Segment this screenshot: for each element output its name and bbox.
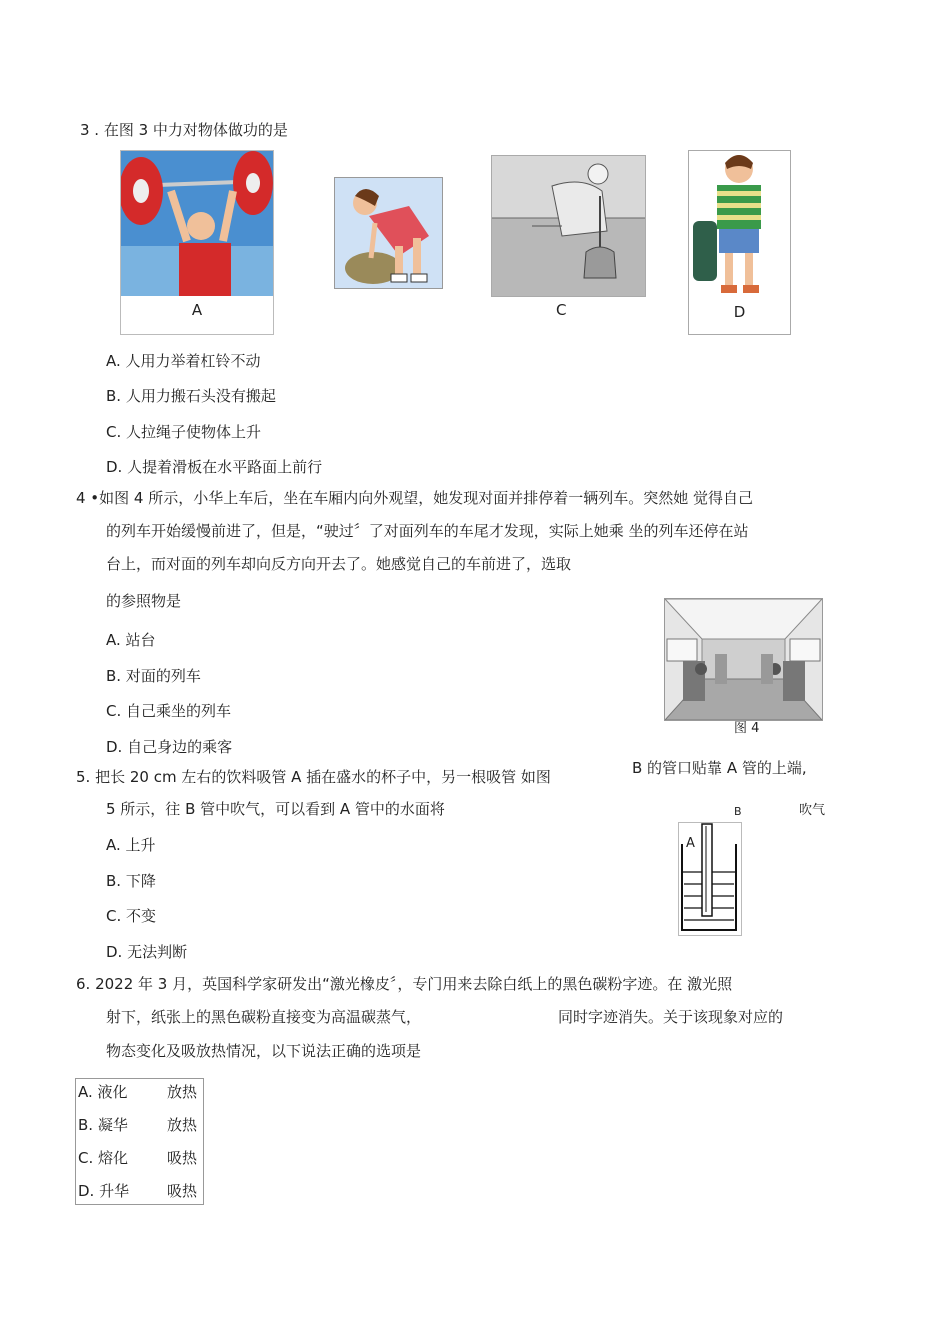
q6-option-d — [78, 1180, 198, 1201]
figure-5-b-label: B — [734, 805, 742, 818]
q6-option-b-heat: 放热 — [167, 1116, 198, 1134]
q5-option-d: D. 无法判断 — [106, 943, 188, 961]
q6-option-b — [78, 1114, 198, 1135]
q3-option-d: D. 人提着滑板在水平路面上前行 — [106, 458, 323, 476]
q3-option-b: B. 人用力搬石头没有搬起 — [106, 387, 276, 405]
figure-a — [120, 150, 274, 335]
q4-line-2: 的列车开始缓慢前进了，但是，“驶过〞了对面列车的车尾才发现，实际上她乘 坐的列车还停在站 — [106, 522, 749, 540]
figure-c-label: C — [556, 301, 567, 319]
figure-a-label: A — [191, 301, 203, 319]
figure-b — [334, 177, 443, 289]
figure-d — [688, 150, 791, 335]
q6-options-table — [75, 1078, 204, 1205]
q5-option-a: A. 上升 — [106, 836, 156, 854]
q5-option-c: C. 不变 — [106, 907, 157, 925]
q6-option-c-heat: 吸热 — [167, 1149, 198, 1167]
q3-option-a: A. 人用力举着杠铃不动 — [106, 352, 261, 370]
q5-line-1: 5. 把长 20 cm 左右的饮料吸管 A 插在盛水的杯子中，另一根吸管 如图 — [76, 768, 551, 786]
q4-option-d: D. 自己身边的乘客 — [106, 738, 233, 756]
q4-option-b: B. 对面的列车 — [106, 667, 201, 685]
figure-d-label: D — [733, 303, 746, 321]
figure-4 — [664, 598, 823, 721]
q3-stem: 3 . 在图 3 中力对物体做功的是 — [80, 121, 288, 139]
q6-line-3: 物态变化及吸放热情况，以下说法正确的选项是 — [106, 1042, 422, 1060]
figure-4-caption: 图 4 — [734, 721, 760, 736]
q6-option-d-change: D. 升华 — [78, 1182, 130, 1200]
q5-option-b: B. 下降 — [106, 872, 156, 890]
q6-option-a-change: A. 液化 — [78, 1083, 128, 1101]
boy-with-skateboard-image — [689, 151, 790, 301]
q4-option-a: A. 站台 — [106, 631, 156, 649]
q6-line-2a: 射下，纸张上的黑色碳粉直接变为高温碳蒸气， — [106, 1008, 422, 1026]
q4-line-3: 台上，而对面的列车却向反方向开去了。她感觉自己的车前进了，选取 — [106, 555, 572, 573]
figure-5-a-label: A — [686, 836, 695, 851]
q6-line-1: 6. 2022 年 3 月，英国科学家研发出“激光橡皮〞，专门用来去除白纸上的黑色碳粉字迹。在 激光照 — [76, 975, 733, 993]
figure-c — [491, 155, 646, 297]
q6-option-c-change: C. 熔化 — [78, 1149, 129, 1167]
q6-option-a — [78, 1081, 198, 1102]
weightlifter-image — [121, 151, 273, 296]
q4-option-c: C. 自己乘坐的列车 — [106, 702, 232, 720]
q6-option-a-heat: 放热 — [167, 1083, 198, 1101]
girl-lifting-stone-image — [335, 178, 442, 288]
q5-line-1-right: B 的管口贴靠 A 管的上端, — [632, 759, 807, 777]
q6-option-b-change: B. 凝华 — [78, 1116, 128, 1134]
figure-5-blow-label: 吹气 — [799, 803, 826, 818]
q6-line-2b: 同时字迹消失。关于该现象对应的 — [558, 1008, 784, 1026]
q6-option-c — [78, 1147, 198, 1168]
q3-option-c: C. 人拉绳子使物体上升 — [106, 423, 262, 441]
q4-line-4: 的参照物是 — [106, 592, 182, 610]
q5-line-2: 5 所示，往 B 管中吹气，可以看到 A 管中的水面将 — [106, 800, 445, 818]
q6-option-d-heat: 吸热 — [167, 1182, 198, 1200]
man-pulling-rope-image — [492, 156, 645, 296]
train-interior-image — [665, 599, 822, 720]
q4-line-1: 4 •如图 4 所示，小华上车后，坐在车厢内向外观望，她发现对面并排停着一辆列车。突然她 觉得自己 — [76, 489, 754, 507]
